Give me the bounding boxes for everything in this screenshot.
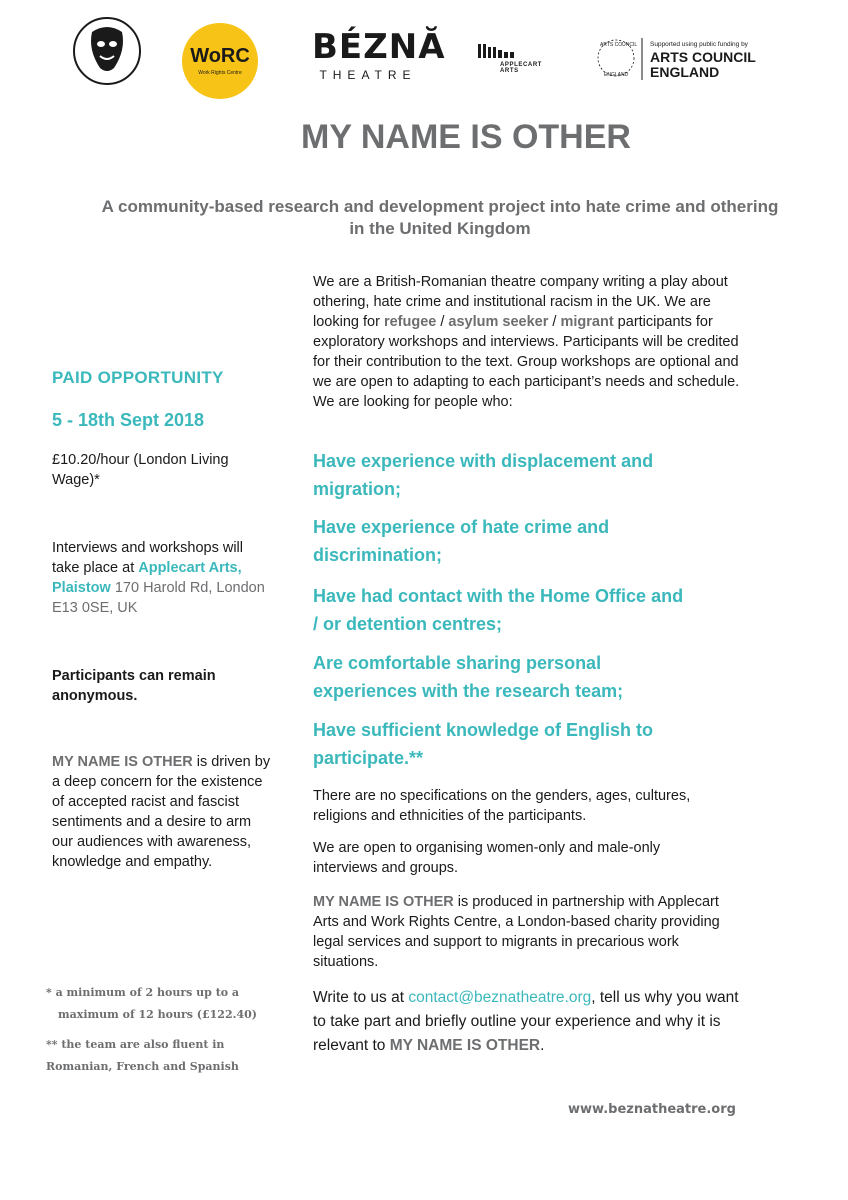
worc-logo bbox=[182, 23, 258, 99]
criterion-5: Have sufficient knowledge of English to participate.** bbox=[313, 720, 654, 768]
svg-text:ARTS COUNCIL: ARTS COUNCIL bbox=[600, 42, 638, 48]
partner-paragraph bbox=[313, 892, 733, 972]
write-part-a: Write to us at bbox=[313, 989, 409, 1006]
svg-text:ENGLAND: ENGLAND bbox=[604, 72, 629, 78]
dates-heading: 5 - 18th Sept 2018 bbox=[52, 410, 205, 430]
location-venue: Applecart Arts, Plaistow bbox=[52, 560, 242, 596]
svg-text:ARTS: ARTS bbox=[500, 68, 519, 72]
criterion-4: Are comfortable sharing personal experiences with the research team; bbox=[313, 653, 624, 701]
worc-logo-name: WoRC bbox=[190, 45, 250, 67]
location-address: 170 Harold Rd, London E13 0SE, UK bbox=[52, 580, 265, 616]
footnote-1-line-2: maximum of 12 hours (£122.40) bbox=[58, 1008, 257, 1021]
intro-part-b: participants for exploratory workshops and interviews. Participants will be credited for their contribution to the text. Group workshops are optional and we are open to adapting to each participant’s needs and schedule. We are looking for people who: bbox=[313, 314, 740, 410]
footnote-1-line-1: * a minimum of 2 hours up to a bbox=[46, 986, 240, 999]
svg-text:Supported using public funding: Supported using public funding by bbox=[650, 41, 748, 48]
arts-council-logo bbox=[594, 34, 774, 84]
svg-text:ENGLAND: ENGLAND bbox=[650, 64, 720, 80]
criterion-3: Have had contact with the Home Office and / or detention centres; bbox=[313, 586, 684, 634]
about-title: MY NAME IS OTHER bbox=[52, 754, 193, 770]
unity-theatre-logo bbox=[70, 14, 144, 88]
footnote-2 bbox=[46, 1034, 276, 1078]
intro-part-a: We are a British-Romanian theatre company writing a play about othering, hate crime and institutional racism in the UK. We are looking for bbox=[313, 274, 728, 330]
anonymous-text: Participants can remain anonymous. bbox=[52, 668, 216, 704]
bezna-logo-name: BÉZNĂ bbox=[312, 27, 446, 67]
write-title: MY NAME IS OTHER bbox=[389, 1037, 541, 1054]
page-title: MY NAME IS OTHER bbox=[301, 118, 631, 156]
paid-opportunity-heading: PAID OPPORTUNITY bbox=[52, 368, 224, 387]
bezna-logo-sub: THEATRE bbox=[319, 68, 417, 82]
footnote-2-line-2: Romanian, French and Spanish bbox=[46, 1060, 239, 1073]
write-part-b: , tell us why you want to take part and briefly outline your experience and why it is relevant to bbox=[313, 989, 739, 1054]
svg-text:ARTS COUNCIL: ARTS COUNCIL bbox=[650, 49, 756, 65]
write-end: . bbox=[540, 1037, 545, 1054]
criterion-1: Have experience with displacement and migration; bbox=[313, 451, 654, 499]
location-pre: Interviews and workshops will take place at bbox=[52, 540, 243, 576]
partner-title: MY NAME IS OTHER bbox=[313, 894, 454, 910]
bezna-theatre-logo bbox=[312, 27, 446, 92]
about-text bbox=[52, 752, 272, 872]
migrant-term: migrant bbox=[560, 314, 614, 330]
footnote-2-line-1: ** the team are also fluent in bbox=[46, 1038, 225, 1051]
about-body: is driven by a deep concern for the existence of accepted racist and fascist sentiments and a desire to arm our audiences with awareness, knowledge and empathy. bbox=[52, 754, 271, 870]
wage-text: £10.20/hour (London Living Wage)* bbox=[52, 452, 229, 488]
slash-2: / bbox=[548, 314, 561, 330]
open-paragraph: We are open to organising women-only and male-only interviews and groups. bbox=[313, 840, 661, 876]
location-text bbox=[52, 538, 272, 618]
contact-email-link[interactable]: contact@beznatheatre.org bbox=[408, 989, 592, 1006]
asylum-term: asylum seeker bbox=[448, 314, 549, 330]
intro-paragraph bbox=[313, 272, 743, 412]
worc-logo-sub: Work Rights Centre bbox=[198, 70, 242, 76]
criterion-2: Have experience of hate crime and discrimination; bbox=[313, 517, 610, 565]
website-link[interactable]: www.beznatheatre.org bbox=[568, 1102, 736, 1117]
partner-body: is produced in partnership with Applecart Arts and Work Rights Centre, a London-based charity providing legal services and support to migrants in precarious work situations. bbox=[313, 894, 720, 970]
footnote-1 bbox=[46, 982, 276, 1026]
svg-text:APPLECART: APPLECART bbox=[500, 62, 543, 68]
applecart-arts-logo bbox=[476, 42, 546, 72]
write-paragraph bbox=[313, 986, 753, 1058]
page-subtitle: A community-based research and development project into hate crime and othering in the United Kingdom bbox=[101, 197, 779, 238]
refugee-term: refugee bbox=[383, 314, 437, 330]
slash-1: / bbox=[436, 314, 449, 330]
specs-paragraph: There are no specifications on the genders, ages, cultures, religions and ethnicities of the participants. bbox=[313, 788, 691, 824]
